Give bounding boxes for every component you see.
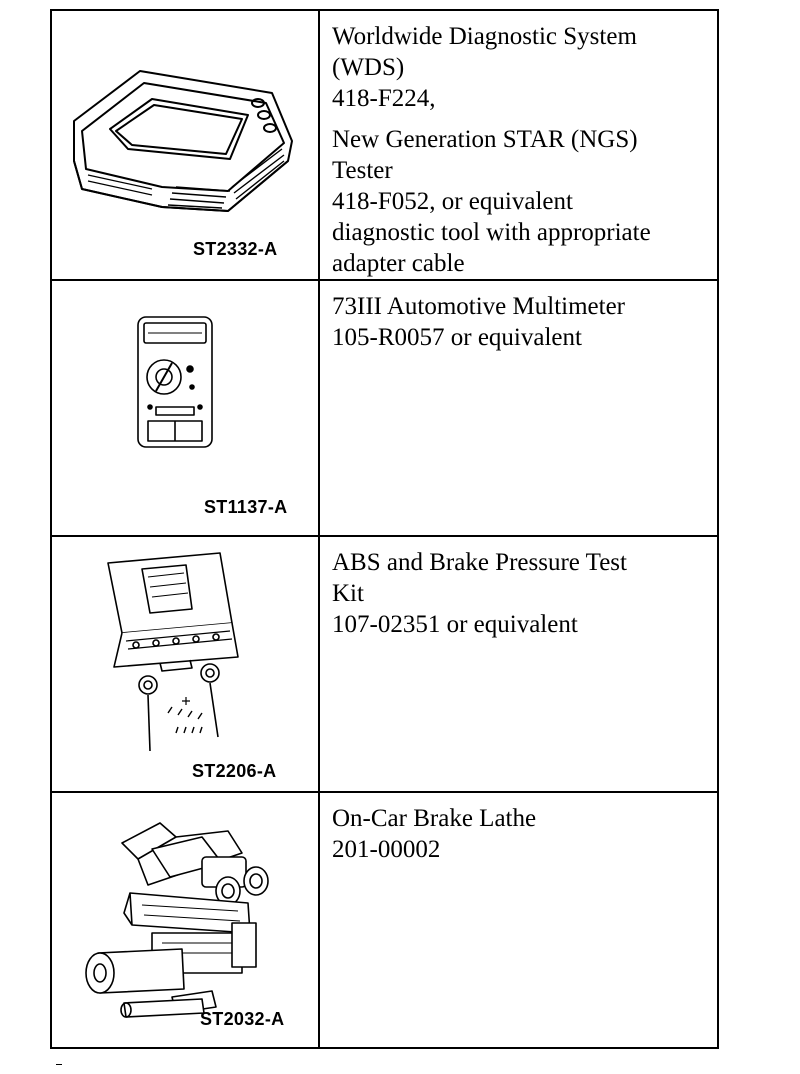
- tool-description-cell: [319, 792, 718, 1048]
- tool-illustration-cell: [51, 536, 319, 792]
- tool-name: 73III Automotive Multimeter: [332, 293, 626, 320]
- tool-name: Tester: [332, 157, 393, 184]
- tool-illustration-cell: [51, 792, 319, 1048]
- tool-description-cell: [319, 536, 718, 792]
- tool-number: 107-02351 or equivalent: [332, 611, 578, 638]
- figure-code: ST2332-A: [193, 239, 278, 259]
- table-row: [51, 280, 718, 536]
- tool-number: 418-F052, or equivalent: [332, 188, 573, 215]
- tool-name: On-Car Brake Lathe: [332, 805, 537, 832]
- tool-description-cell: [319, 10, 718, 280]
- figure-code: ST2032-A: [200, 1009, 285, 1029]
- footer-mark: [56, 1064, 62, 1065]
- special-tools-table: [50, 9, 719, 1049]
- diagnostic-tester-icon: [52, 11, 318, 277]
- tool-illustration-cell: [51, 280, 319, 536]
- tool-note: diagnostic tool with appropriate: [332, 219, 651, 246]
- tool-name: ABS and Brake Pressure Test: [332, 549, 627, 576]
- table-row: [51, 792, 718, 1048]
- tool-description-cell: [319, 280, 718, 536]
- tool-name: (WDS): [332, 54, 405, 81]
- tool-illustration-cell: [51, 10, 319, 280]
- tool-number: 201-00002: [332, 836, 441, 863]
- tool-number: 105-R0057 or equivalent: [332, 324, 582, 351]
- tool-number: 418-F224,: [332, 85, 436, 112]
- table-row: [51, 10, 718, 280]
- tool-name: New Generation STAR (NGS): [332, 126, 638, 153]
- tool-name: Kit: [332, 580, 364, 607]
- pressure-test-kit-icon: [52, 537, 318, 791]
- figure-code: ST1137-A: [204, 497, 288, 517]
- tool-name: Worldwide Diagnostic System: [332, 23, 637, 50]
- table-row: [51, 536, 718, 792]
- tool-note: adapter cable: [332, 250, 465, 277]
- figure-code: ST2206-A: [192, 761, 277, 781]
